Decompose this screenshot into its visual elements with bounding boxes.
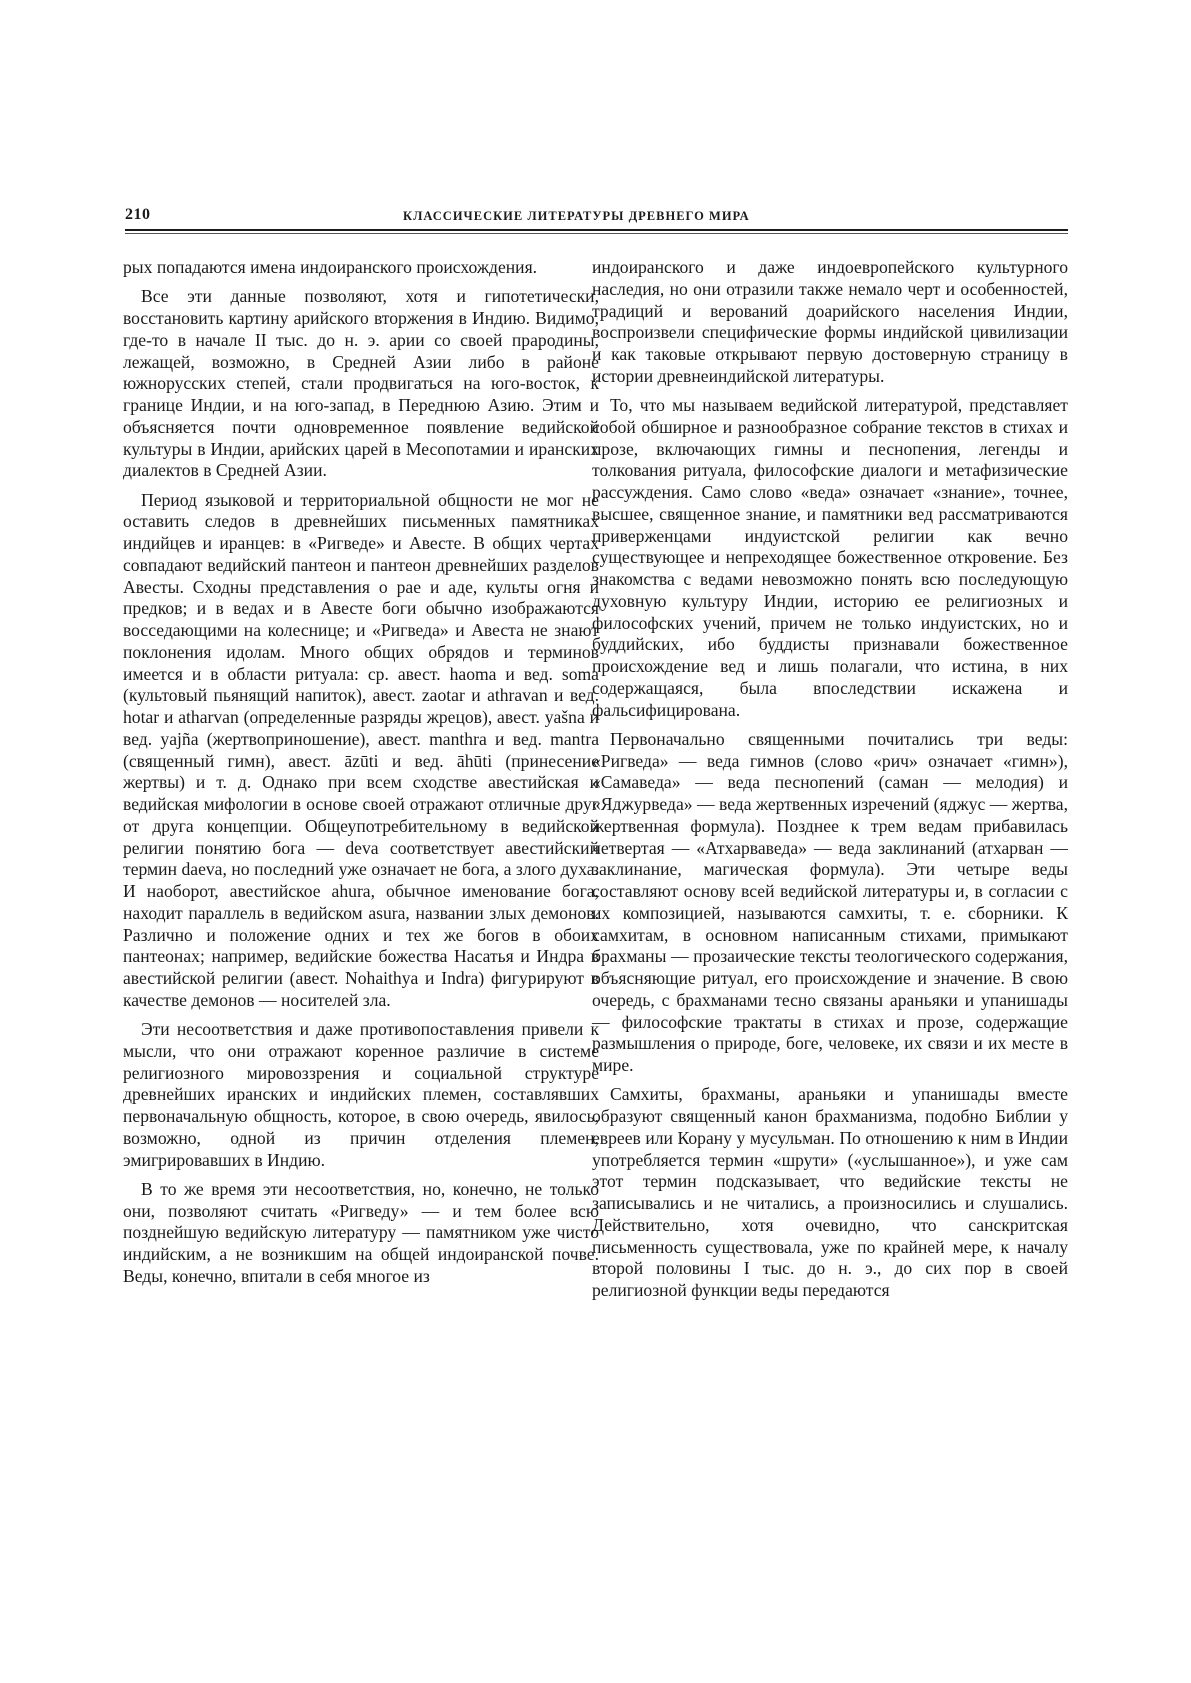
header-rule-thin — [125, 233, 1068, 234]
paragraph: индоиранского и даже индоевропейского культурного наследия, но они отразили также немало черт и особенностей, традиций и верований доарийского населения Индии, воспроизвели специфические формы индийской цивилизации и как таковые открывают первую достоверную страницу в истории древнеиндийской литературы. — [592, 257, 1068, 386]
paragraph: Первоначально священными почитались три веды: «Ригведа» — веда гимнов (слово «рич» означает «гимн»), «Самаведа» — веда песнопений (саман — мелодия) и «Яджурведа» — веда жертвенных изречений (яджус — жертва, жертвенная формула). Позднее к трем ведам прибавилась четвертая — «Атхарваведа» — веда заклинаний (атхарван — заклинание, магическая формула). Эти четыре веды составляют основу всей ведийской литературы и, в согласии с их композицией, называются самхиты, т. е. сборники. К самхитам, в основном написанным стихами, примыкают брахманы — прозаические тексты теологического содержания, объясняющие ритуал, его происхождение и значение. В свою очередь, с брахманами тесно связаны араньяки и упанишады — философские трактаты в стихах и прозе, содержащие размышления о природе, боге, человеке, их связи и их месте в мире. — [592, 728, 1068, 1075]
page-number: 210 — [125, 206, 151, 223]
paragraph: В то же время эти несоответствия, но, конечно, не только они, позволяют считать «Ригведу» — и тем более всю позднейшую ведийскую литературу — памятником уже чисто индийским, а не возникшим на общей индоиранской почве. Веды, конечно, впитали в себя многое из — [123, 1178, 599, 1286]
paragraph: Период языковой и территориальной общности не мог не оставить следов в древнейших письменных памятниках индийцев и иранцев: в «Ригведе» и Авесте. В общих чертах совпадают ведийский пантеон и пантеон древнейших разделов Авесты. Сходны представления о рае и аде, культы огня и предков; и в ведах и в Авесте боги обычно изображаются восседающими на колеснице; и «Ригведа» и Авеста не знают поклонения идолам. Много общих обрядов и терминов имеется и в области ритуала: ср. авест. haoma и вед. soma (культовый пьянящий напиток), авест. zaotar и athravan и вед. hotar и atharvan (определенные разряды жрецов), авест. yašna и вед. yajña (жертвоприношение), авест. manthra и вед. mantra (священный гимн), авест. āzūti и вед. āhūti (принесение жертвы) и т. д. Однако при всем сходстве авестийская и ведийская мифологии в основе своей отражают отличные друг от друга концепции. Общеупотребительному в ведийской религии понятию бога — deva соответствует авестийский термин daeva, но последний уже означает не бога, а злого духа. И наоборот, авестийское ahura, обычное именование бога, находит параллель в ведийском asura, названии злых демонов. Различно и положение одних и тех же богов в обоих пантеонах; например, ведийские божества Насатья и Индра в авестийской религии (авест. Nohaithya и Indra) фигурируют в качестве демонов — носителей зла. — [123, 489, 599, 1010]
running-title: КЛАССИЧЕСКИЕ ЛИТЕРАТУРЫ ДРЕВНЕГО МИРА — [403, 209, 750, 223]
paragraph: Эти несоответствия и даже противопоставления привели к мысли, что они отражают коренное различие в системе религиозного мировоззрения и социальной структуре древнейших иранских и индийских племен, составлявших первоначальную общность, которое, в свою очередь, явилось, возможно, одной из причин отделения племен, эмигрировавших в Индию. — [123, 1019, 599, 1170]
header-rule — [125, 229, 1068, 231]
paragraph: Самхиты, брахманы, араньяки и упанишады вместе образуют священный канон брахманизма, подобно Библии у евреев или Корану у мусульман. По отношению к ним в Индии употребляется термин «шрути» («услышанное»), и уже сам этот термин подсказывает, что ведийские тексты не записывались и не читались, а произносились и слушались. Действительно, хотя очевидно, что санскритская письменность существовала, уже по крайней мере, к началу второй половины I тыс. до н. э., до сих пор в своей религиозной функции веды передаются — [592, 1084, 1068, 1300]
right-column — [592, 257, 1068, 1309]
paragraph: То, что мы называем ведийской литературой, представляет собой обширное и разнообразное собрание текстов в стихах и прозе, включающих гимны и песнопения, легенды и толкования ритуала, философские диалоги и метафизические рассуждения. Само слово «веда» означает «знание», точнее, высшее, священное знание, и памятники вед рассматриваются приверженцами индуистской религии как вечно существующее и непреходящее божественное откровение. Без знакомства с ведами невозможно понять всю последующую духовную культуру Индии, историю ее религиозных и философских учений, причем не только индуистских, но и буддийских, ибо буддисты признавали божественное происхождение вед и лишь полагали, что истина, в них содержащаяся, была впоследствии искажена и фальсифицирована. — [592, 395, 1068, 720]
left-column — [123, 257, 599, 1295]
paragraph: рых попадаются имена индоиранского происхождения. — [123, 257, 538, 277]
paragraph: Все эти данные позволяют, хотя и гипотетически, восстановить картину арийского вторжения в Индию. Видимо, где-то в начале II тыс. до н. э. арии со своей прародины, лежащей, возможно, в Средней Азии либо в районе южнорусских степей, стали продвигаться на юго-восток, к границе Индии, и на юго-запад, в Переднюю Азию. Этим и объясняется почти одновременное появление ведийской культуры в Индии, арийских царей в Месопотамии и иранских диалектов в Средней Азии. — [123, 286, 599, 481]
